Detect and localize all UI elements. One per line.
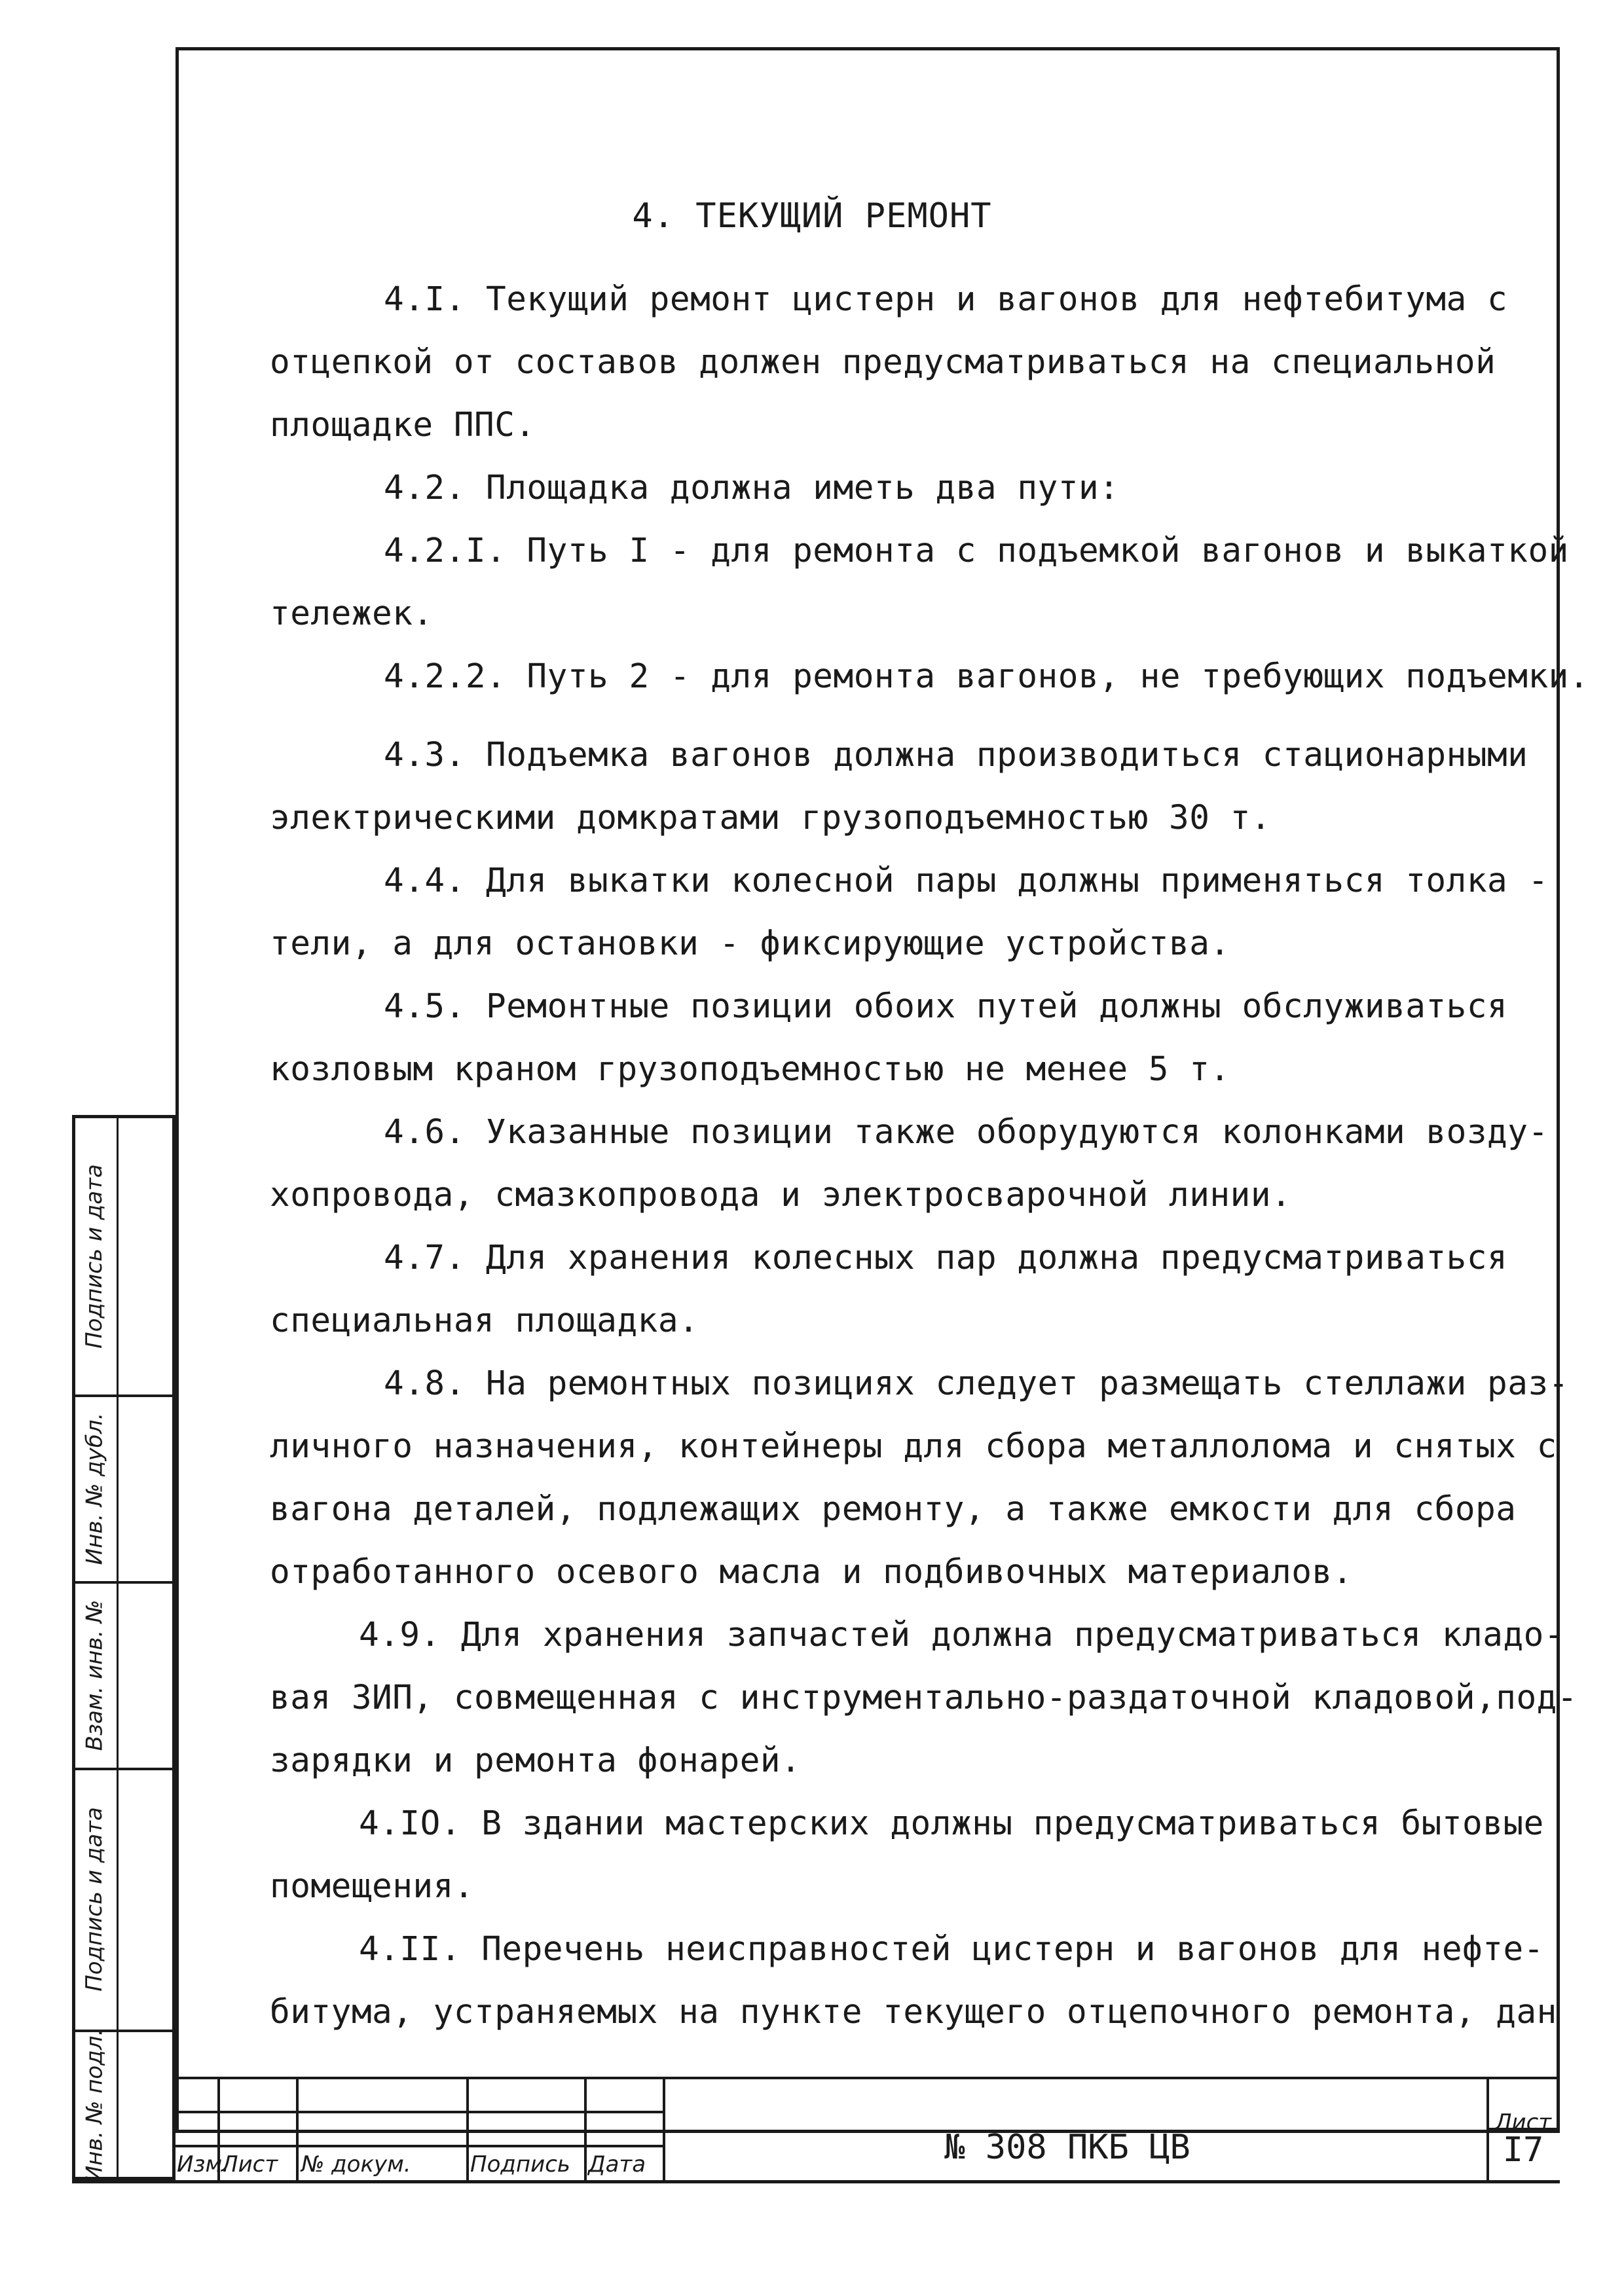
title-block-row-line	[175, 2111, 665, 2113]
text-line: электрическими домкратами грузоподъемностью 30 т.	[270, 799, 1272, 837]
title-block-label-doc: № докум.	[301, 2151, 411, 2178]
title-block-col-line	[296, 2077, 299, 2180]
text-line: 4.3. Подъемка вагонов должна производиться стационарными	[384, 736, 1528, 774]
title-block-label-list: Лист	[221, 2151, 278, 2178]
text-line: помещения.	[270, 1867, 475, 1906]
text-line: 4.II. Перечень неисправностей цистерн и вагонов для нефте-	[359, 1930, 1544, 1969]
title-block-label-izm: Изм.	[177, 2151, 229, 2178]
text-line: 4.I. Текущий ремонт цистерн и вагонов для нефтебитума с	[384, 280, 1508, 319]
text-line: 4.2.2. Путь 2 - для ремонта вагонов, не требующих подъемки.	[384, 657, 1590, 696]
sheet-number: I7	[1502, 2130, 1544, 2170]
text-line: 4.4. Для выкатки колесной пары должны применяться толка -	[384, 862, 1549, 900]
margin-stamp-divider	[117, 1115, 119, 2180]
text-line: 4.6. Указанные позиции также оборудуются колонками возду-	[384, 1113, 1549, 1152]
text-line: битума, устраняемых на пункте текущего отцепочного ремонта, дан	[270, 1993, 1557, 2032]
text-line: 4.5. Ремонтные позиции обоих путей должны обслуживаться	[384, 987, 1508, 1026]
text-line: тележек.	[270, 594, 434, 633]
text-line: 4.7. Для хранения колесных пар должна предусматриваться	[384, 1239, 1508, 1277]
text-line: специальная площадка.	[270, 1302, 699, 1340]
margin-label-signature-date-top: Подпись и дата	[81, 1164, 108, 1349]
text-line: козловым краном грузоподъемностью не менее 5 т.	[270, 1050, 1230, 1089]
text-line: вагона деталей, подлежащих ремонту, а также емкости для сбора	[270, 1490, 1517, 1529]
margin-label-inv-no-dup: Инв. № дубл.	[81, 1412, 107, 1565]
text-line: площадке ППС.	[270, 406, 536, 445]
text-line: отцепкой от составов должен предусматриваться на специальной	[270, 343, 1496, 382]
title-block-col-line	[584, 2077, 587, 2180]
margin-label-inv-no-orig: Инв. № подл.	[81, 2028, 108, 2183]
text-line: зарядки и ремонта фонарей.	[270, 1741, 802, 1780]
title-block-row-line	[175, 2145, 665, 2147]
text-line: хопровода, смазкопровода и электросварочной линии.	[270, 1176, 1292, 1214]
sheet-label: Лист	[1494, 2109, 1552, 2136]
title-block-top-border	[175, 2077, 1560, 2079]
title-block-label-sign: Подпись	[470, 2151, 570, 2178]
text-line: отработанного осевого масла и подбивочных материалов.	[270, 1553, 1353, 1592]
text-line: тели, а для остановки - фиксирующие устройства.	[270, 924, 1230, 963]
text-line: 4.2. Площадка должна иметь два пути:	[384, 469, 1120, 507]
outer-bottom-border	[72, 2180, 1560, 2183]
title-block-label-date: Дата	[588, 2151, 646, 2178]
text-line: личного назначения, контейнеры для сбора металлолома и снятых с	[270, 1427, 1557, 1466]
text-line: 4.2.I. Путь I - для ремонта с подъемкой вагонов и выкаткой	[384, 532, 1569, 570]
text-line: вая ЗИП, совмещенная с инструментально-раздаточной кладовой,под-	[270, 1679, 1578, 1717]
text-line: 4.8. На ремонтных позициях следует размещать стеллажи раз-	[384, 1364, 1569, 1403]
section-heading: 4. ТЕКУЩИЙ РЕМОНТ	[632, 196, 992, 236]
margin-label-mutual-inv-no: Взам. инв. №	[81, 1599, 108, 1751]
margin-label-signature-date-bottom: Подпись и дата	[81, 1807, 108, 1992]
title-block-col-line	[466, 2077, 469, 2180]
document-number: № 308 ПКБ ЦВ	[944, 2128, 1190, 2167]
text-line: 4.IO. В здании мастерских должны предусматриваться бытовые	[359, 1804, 1544, 1843]
text-line: 4.9. Для хранения запчастей должна предусматриваться кладо-	[359, 1616, 1565, 1654]
